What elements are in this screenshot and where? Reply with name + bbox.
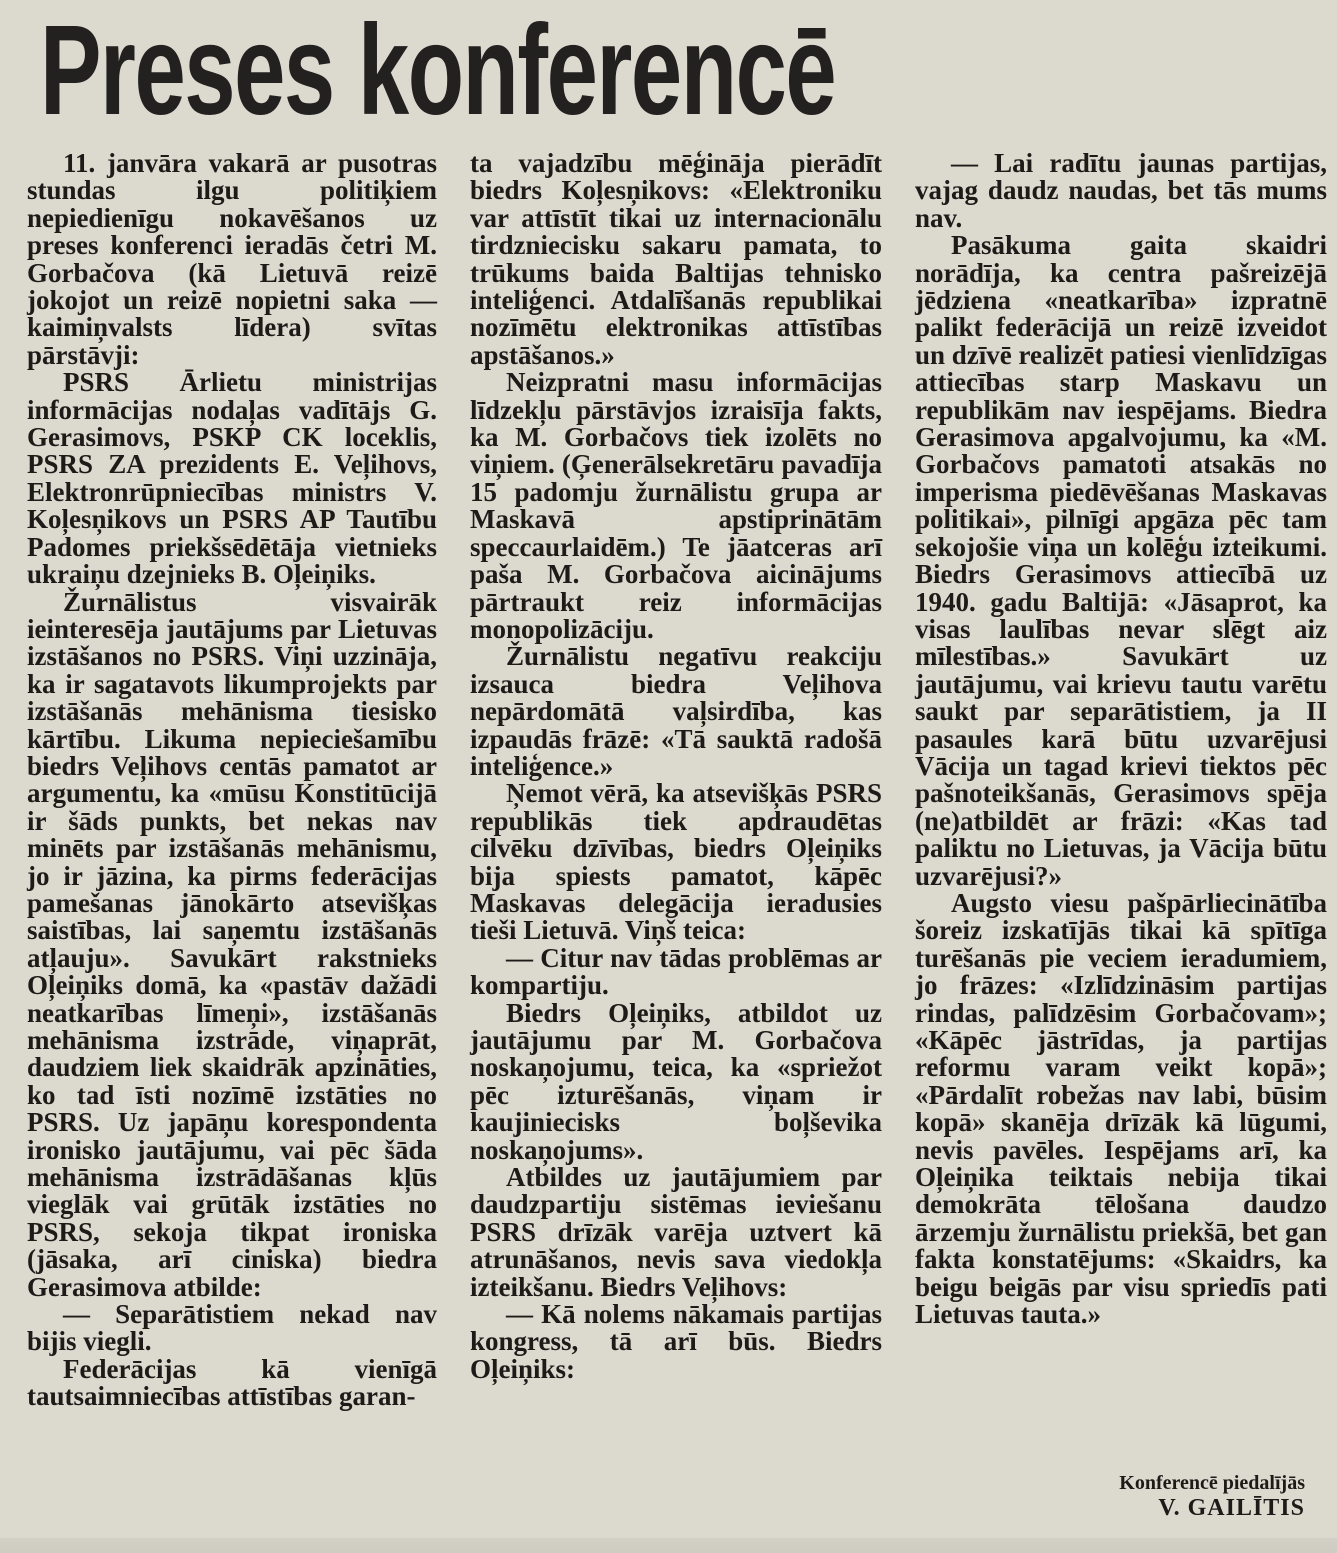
paragraph: Žurnālistus visvairāk ieinteresēja jautājums par Lietuvas izstāšanos no PSRS. Viņi uzzināja, ka ir sagatavots likumprojekts par izstāšanās mehānisma tiesisko kārtību. Likuma nepieciešamību biedrs Veļihovs centās pamatot ar argumentu, ka «mūsu Konstitūcijā ir šāds punkts, bet nekas nav minēts par izstāšanās mehānismu, jo ir jāzina, ka pirms federācijas pamešanas jānokārto atsevišķas saistības, lai saņemtu izstāšanās atļauju». Savukārt rakstnieks Oļeiņiks domā, ka «pastāv dažādi neatkarības līmeņi», izstāšanās mehānisma izstrāde, viņaprāt, daudziem liek skaidrāk apzināties, ko tad īsti nozīmē izstāties no PSRS. Uz japāņu korespondenta ironisko jautājumu, vai pēc šāda mehānisma izstrādāšanas kļūs vieglāk vai grūtāk izstāties no PSRS, sekoja tikpat ironiska (jāsaka, arī ciniska) biedra Gerasimova atbilde: [27,586,437,1302]
article-column-1 [27,150,437,1411]
paragraph: 11. janvāra vakarā ar pusotras stundas ilgu politiķiem nepiedienīgu nokavēšanos uz preses konferenci ieradās četri M. Gorbačova (kā Lietuvā reizē jokojot un reizē nopietni saka — kaimiņvalsts līdera) svītas pārstāvji: [27,148,437,370]
paragraph: — Citur nav tādas problēmas ar kompartiju. [470,942,882,1001]
author-name: V. GAILĪTIS [1158,1495,1305,1521]
article-column-2 [470,150,882,1383]
paragraph: Žurnālistu negatīvu reakciju izsauca biedra Veļihova nepārdomātā vaļsirdība, kas izpaudās frāzē: «Tā sauktā radošā inteliģence.» [470,641,882,781]
paragraph: Neizpratni masu informācijas līdzekļu pārstāvjos izraisīja fakts, ka M. Gorbačovs tiek izolēts no viņiem. (Ģenerālsekretāru pavadīja 15 padomju žurnālistu grupa ar Maskavā apstiprinātām speccaurlaidēm.) Te jāatceras arī paša M. Gorbačova aicinājums pārtraukt reiz informācijas monopolizāciju. [470,367,882,644]
paragraph: Ņemot vērā, ka atsevišķās PSRS republikās tiek apdraudētas cilvēku dzīvības, biedrs Oļeiņiks bija spiests pamatot, kāpēc Maskavas delegācija ieradusies tieši Lietuvā. Viņš teica: [470,778,882,946]
paragraph: Augsto viesu pašpārliecinātība šoreiz izskatījās tikai kā spītīga turēšanās pie veciem ieradumiem, jo frāzes: «Izlīdzināsim partijas rindas, palīdzēsim Gorbačovam»; «Kāpēc jāstrīdas, ja partijas reformu varam veikt kopā»; «Pārdalīt robežas nav labi, būsim kopā» skanēja drīzāk kā lūgumi, nevis pavēles. Iespējams arī, ka Oļeiņika teiktais nebija tikai demokrāta tēlošana daudzo ārzemju žurnālistu priekšā, bet gan fakta konstatējums: «Skaidrs, ka beigu beigās par visu spriedīs pati Lietuvas tauta.» [915,887,1327,1330]
paragraph: — Kā nolems nākamais partijas kongress, tā arī būs. Biedrs Oļeiņiks: [470,1299,882,1384]
paragraph: Pasākuma gaita skaidri norādīja, ka centra pašreizējā jēdziena «neatkarība» izpratnē palikt federācijā un reizē izveidot un dzīvē realizēt patiesi vienlīdzīgas attiecības starp Maskavu un republikām nav iespējams. Biedra Gerasimova apgalvojumu, ka «M. Gorbačovs pamatoti atsakās no imperisma piedēvēšanas Maskavas politikai», pilnīgi apgāza pēc tam sekojošie viņa un kolēģu izteikumi. Biedrs Gerasimovs attiecībā uz 1940. gadu Baltijā: «Jāsaprot, ka visas laulības nevar slēgt aiz mīlestības.» Savukārt uz jautājumu, vai krievu tautu varētu saukt par separātistiem, ja II pasaules karā būtu uzvarējusi Vācija un tagad krievi tiektos pēc pašnoteikšanās, Gerasimovs spēja (ne)atbildēt ar frāzi: «Kas tad paliktu no Lietuvas, ja Vācija būtu uzvarējusi?» [915,230,1327,891]
paragraph: — Separātistiem nekad nav bijis viegli. [27,1299,437,1357]
byline [1045,1472,1305,1522]
article-headline: Preses konferencē [40,0,836,142]
paragraph: Federācijas kā vienīgā tautsaimniecības attīstības garan- [27,1353,437,1412]
article-column-3 [915,150,1327,1328]
page-bottom-edge [0,1538,1337,1553]
byline-note: Konferencē piedalījās [1119,1472,1305,1494]
paragraph: — Lai radītu jaunas partijas, vajag daudz naudas, bet tās mums nav. [915,148,1327,233]
paragraph: PSRS Ārlietu ministrijas informācijas nodaļas vadītājs G. Gerasimovs, PSKP CK loceklis, PSRS ZA prezidents E. Veļihovs, Elektronrūpniecības ministrs V. Koļesņikovs un PSRS AP Tautību Padomes priekšsēdētāja vietnieks ukraiņu dzejnieks B. Oļeiņiks. [27,367,437,590]
paragraph: Atbildes uz jautājumiem par daudzpartiju sistēmas ieviešanu PSRS drīzāk varēja uztvert kā atrunāšanos, nevis sava viedokļa izteikšanu. Biedrs Veļihovs: [470,1162,882,1302]
paragraph: ta vajadzību mēģināja pierādīt biedrs Koļesņikovs: «Elektroniku var attīstīt tikai uz internacionālu tirdzniecisku sakaru pamata, to trūkums baida Baltijas tehnisko inteliģenci. Atdalīšanās republikai nozīmētu elektronikas attīstības apstāšanos.» [470,148,882,370]
paragraph: Biedrs Oļeiņiks, atbildot uz jautājumu par M. Gorbačova noskaņojumu, teica, ka «spriežot pēc izturēšanās, viņam ir kaujiniecisks boļševika noskaņojums». [470,997,882,1165]
